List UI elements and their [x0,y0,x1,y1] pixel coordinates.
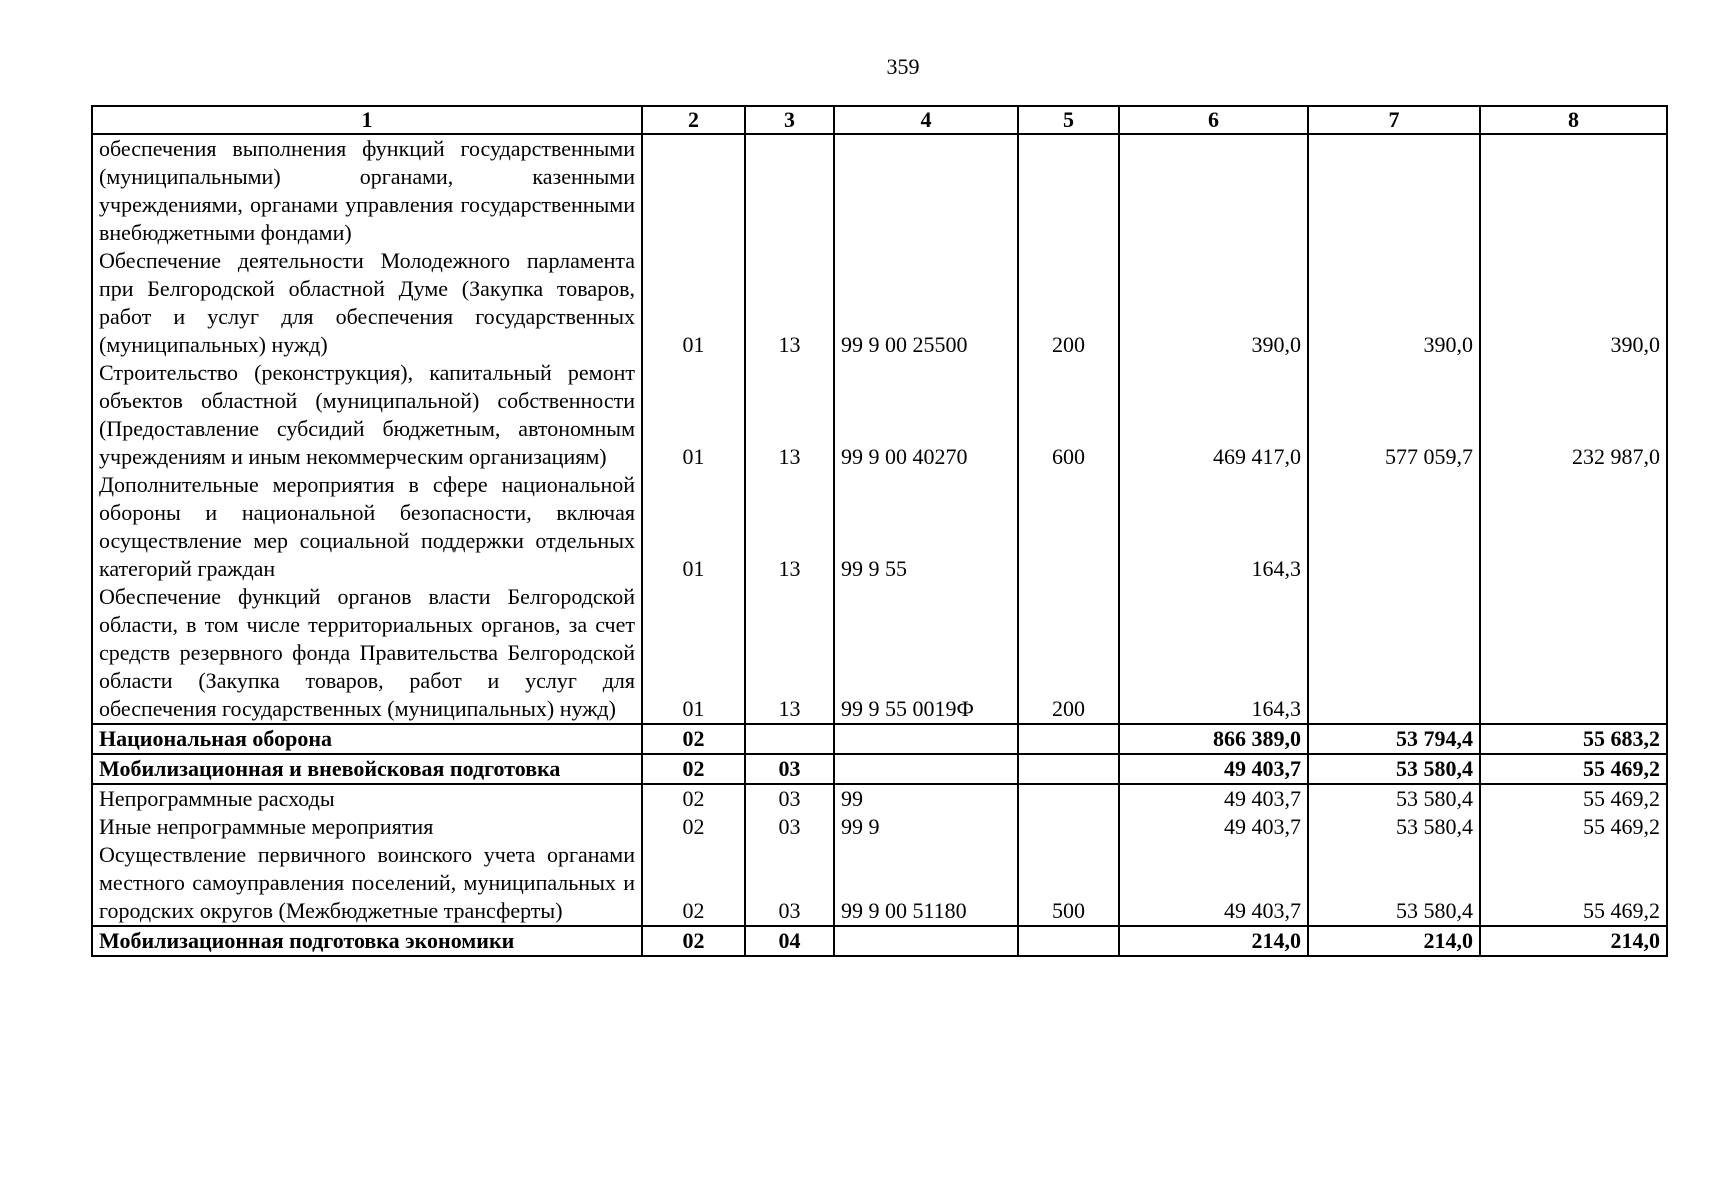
row-section: 01 [642,471,745,583]
row-subsection: 03 [745,784,834,813]
column-header: 3 [745,106,834,134]
row-name: Иные непрограммные мероприятия [92,813,642,841]
row-value-6 [1119,134,1308,247]
row-section: 02 [642,841,745,926]
row-section: 01 [642,247,745,359]
row-expense-type: 600 [1018,359,1119,471]
row-value-8: 55 683,2 [1480,724,1667,754]
row-value-7: 53 580,4 [1308,754,1480,784]
row-expense-type: 500 [1018,841,1119,926]
row-expense-type: 200 [1018,583,1119,724]
row-subsection: 03 [745,813,834,841]
column-header: 6 [1119,106,1308,134]
row-target-article: 99 9 55 [834,471,1018,583]
table-row [92,926,1667,956]
row-subsection: 13 [745,583,834,724]
row-expense-type [1018,926,1119,956]
row-subsection: 03 [745,754,834,784]
row-value-8 [1480,583,1667,724]
row-value-7: 53 580,4 [1308,841,1480,926]
row-value-7: 390,0 [1308,247,1480,359]
table-row [92,471,1667,583]
row-target-article: 99 9 00 25500 [834,247,1018,359]
row-expense-type [1018,724,1119,754]
row-value-6: 49 403,7 [1119,813,1308,841]
row-section: 01 [642,583,745,724]
column-header: 5 [1018,106,1119,134]
row-value-6: 866 389,0 [1119,724,1308,754]
row-subsection: 13 [745,247,834,359]
row-value-7: 53 580,4 [1308,784,1480,813]
row-value-8: 55 469,2 [1480,813,1667,841]
row-value-6: 214,0 [1119,926,1308,956]
row-value-6: 164,3 [1119,583,1308,724]
row-name: Строительство (реконструкция), капитальный ремонт объектов областной (муниципальной) собственности (Предоставление субсидий бюджетным, автономным учреждениям и иным некоммерческим организациям) [92,359,642,471]
table-header-row [92,106,1667,134]
row-section: 02 [642,724,745,754]
table-row [92,583,1667,724]
row-value-6: 49 403,7 [1119,754,1308,784]
row-section: 02 [642,784,745,813]
budget-table [91,105,1668,957]
row-target-article [834,724,1018,754]
row-value-7 [1308,583,1480,724]
row-subsection: 04 [745,926,834,956]
row-section: 02 [642,754,745,784]
row-subsection [745,134,834,247]
row-subsection: 13 [745,359,834,471]
column-header: 2 [642,106,745,134]
row-section: 02 [642,813,745,841]
table-row [92,784,1667,813]
row-expense-type [1018,754,1119,784]
row-target-article [834,754,1018,784]
row-target-article: 99 9 [834,813,1018,841]
row-target-article [834,134,1018,247]
row-value-7 [1308,471,1480,583]
row-value-7: 214,0 [1308,926,1480,956]
row-expense-type [1018,813,1119,841]
row-target-article: 99 9 00 40270 [834,359,1018,471]
row-value-8: 232 987,0 [1480,359,1667,471]
row-value-8: 214,0 [1480,926,1667,956]
row-section: 01 [642,359,745,471]
row-value-8: 390,0 [1480,247,1667,359]
row-value-8: 55 469,2 [1480,754,1667,784]
row-expense-type [1018,471,1119,583]
row-value-6: 49 403,7 [1119,784,1308,813]
row-value-6: 390,0 [1119,247,1308,359]
row-name: Осуществление первичного воинского учета органами местного самоуправления поселений, муниципальных и городских округов (Межбюджетные трансферты) [92,841,642,926]
row-subsection: 13 [745,471,834,583]
row-value-7: 577 059,7 [1308,359,1480,471]
row-value-6: 469 417,0 [1119,359,1308,471]
row-expense-type [1018,784,1119,813]
row-target-article [834,926,1018,956]
row-value-6: 49 403,7 [1119,841,1308,926]
table-row [92,754,1667,784]
row-subsection [745,724,834,754]
row-name: обеспечения выполнения функций государственными (муниципальными) органами, казенными учреждениями, органами управления государственными внебюджетными фондами) [92,134,642,247]
page-number: 359 [886,54,920,79]
row-name: Дополнительные мероприятия в сфере национальной обороны и национальной безопасности, включая осуществление мер социальной поддержки отдельных категорий граждан [92,471,642,583]
row-section: 02 [642,926,745,956]
row-value-7: 53 794,4 [1308,724,1480,754]
row-value-8 [1480,134,1667,247]
column-header: 8 [1480,106,1667,134]
row-section [642,134,745,247]
row-value-6: 164,3 [1119,471,1308,583]
row-expense-type: 200 [1018,247,1119,359]
table-row [92,134,1667,247]
column-header: 7 [1308,106,1480,134]
row-value-8: 55 469,2 [1480,784,1667,813]
row-name: Непрограммные расходы [92,784,642,813]
row-name: Обеспечение деятельности Молодежного парламента при Белгородской областной Думе (Закупка товаров, работ и услуг для обеспечения государственных (муниципальных) нужд) [92,247,642,359]
row-target-article: 99 9 55 0019Ф [834,583,1018,724]
table-row [92,359,1667,471]
row-expense-type [1018,134,1119,247]
table-row [92,724,1667,754]
row-name: Национальная оборона [92,724,642,754]
column-header: 1 [92,106,642,134]
table-row [92,813,1667,841]
table-row [92,247,1667,359]
row-target-article: 99 9 00 51180 [834,841,1018,926]
row-subsection: 03 [745,841,834,926]
row-value-8: 55 469,2 [1480,841,1667,926]
row-value-7: 53 580,4 [1308,813,1480,841]
row-name: Мобилизационная и вневойсковая подготовка [92,754,642,784]
table-row [92,841,1667,926]
row-name: Обеспечение функций органов власти Белгородской области, в том числе территориальных органов, за счет средств резервного фонда Правительства Белгородской области (Закупка товаров, работ и услуг для обеспечения государственных (муниципальных) нужд) [92,583,642,724]
row-value-8 [1480,471,1667,583]
row-name: Мобилизационная подготовка экономики [92,926,642,956]
column-header: 4 [834,106,1018,134]
row-target-article: 99 [834,784,1018,813]
row-value-7 [1308,134,1480,247]
